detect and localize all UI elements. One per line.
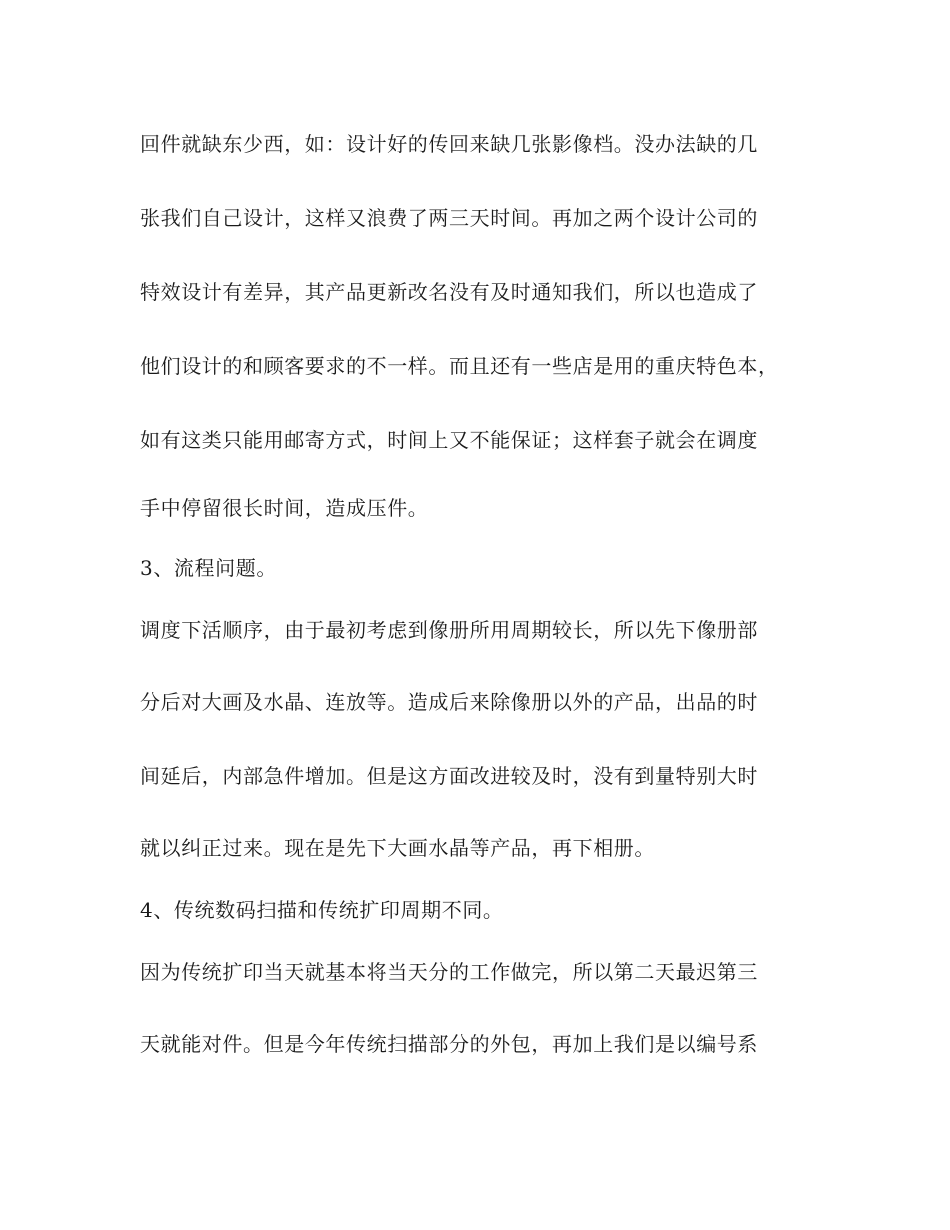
paragraph-line: 如有这类只能用邮寄方式，时间上又不能保证；这样套子就会在调度 [140,428,758,452]
section-heading: 3、流程问题。 [140,556,277,580]
paragraph-line: 分后对大画及水晶、连放等。造成后来除像册以外的产品，出品的时 [140,690,758,714]
paragraph-line: 张我们自己设计，这样又浪费了两三天时间。再加之两个设计公司的 [140,206,758,230]
paragraph-line: 回件就缺东少西，如：设计好的传回来缺几张影像档。没办法缺的几 [140,132,758,156]
section-heading: 4、传统数码扫描和传统扩印周期不同。 [140,898,504,922]
paragraph-line: 就以纠正过来。现在是先下大画水晶等产品，再下相册。 [140,836,655,860]
paragraph-line: 他们设计的和顾客要求的不一样。而且还有一些店是用的重庆特色本， [140,354,779,378]
paragraph-line: 手中停留很长时间，造成压件。 [140,496,429,520]
paragraph-line: 特效设计有差异，其产品更新改名没有及时通知我们，所以也造成了 [140,280,758,304]
paragraph-line: 调度下活顺序，由于最初考虑到像册所用周期较长，所以先下像册部 [140,618,758,642]
paragraph-line: 间延后，内部急件增加。但是这方面改进较及时，没有到量特别大时 [140,764,758,788]
paragraph-line: 天就能对件。但是今年传统扫描部分的外包，再加上我们是以编号系 [140,1032,758,1056]
paragraph-line: 因为传统扩印当天就基本将当天分的工作做完，所以第二天最迟第三 [140,960,758,984]
